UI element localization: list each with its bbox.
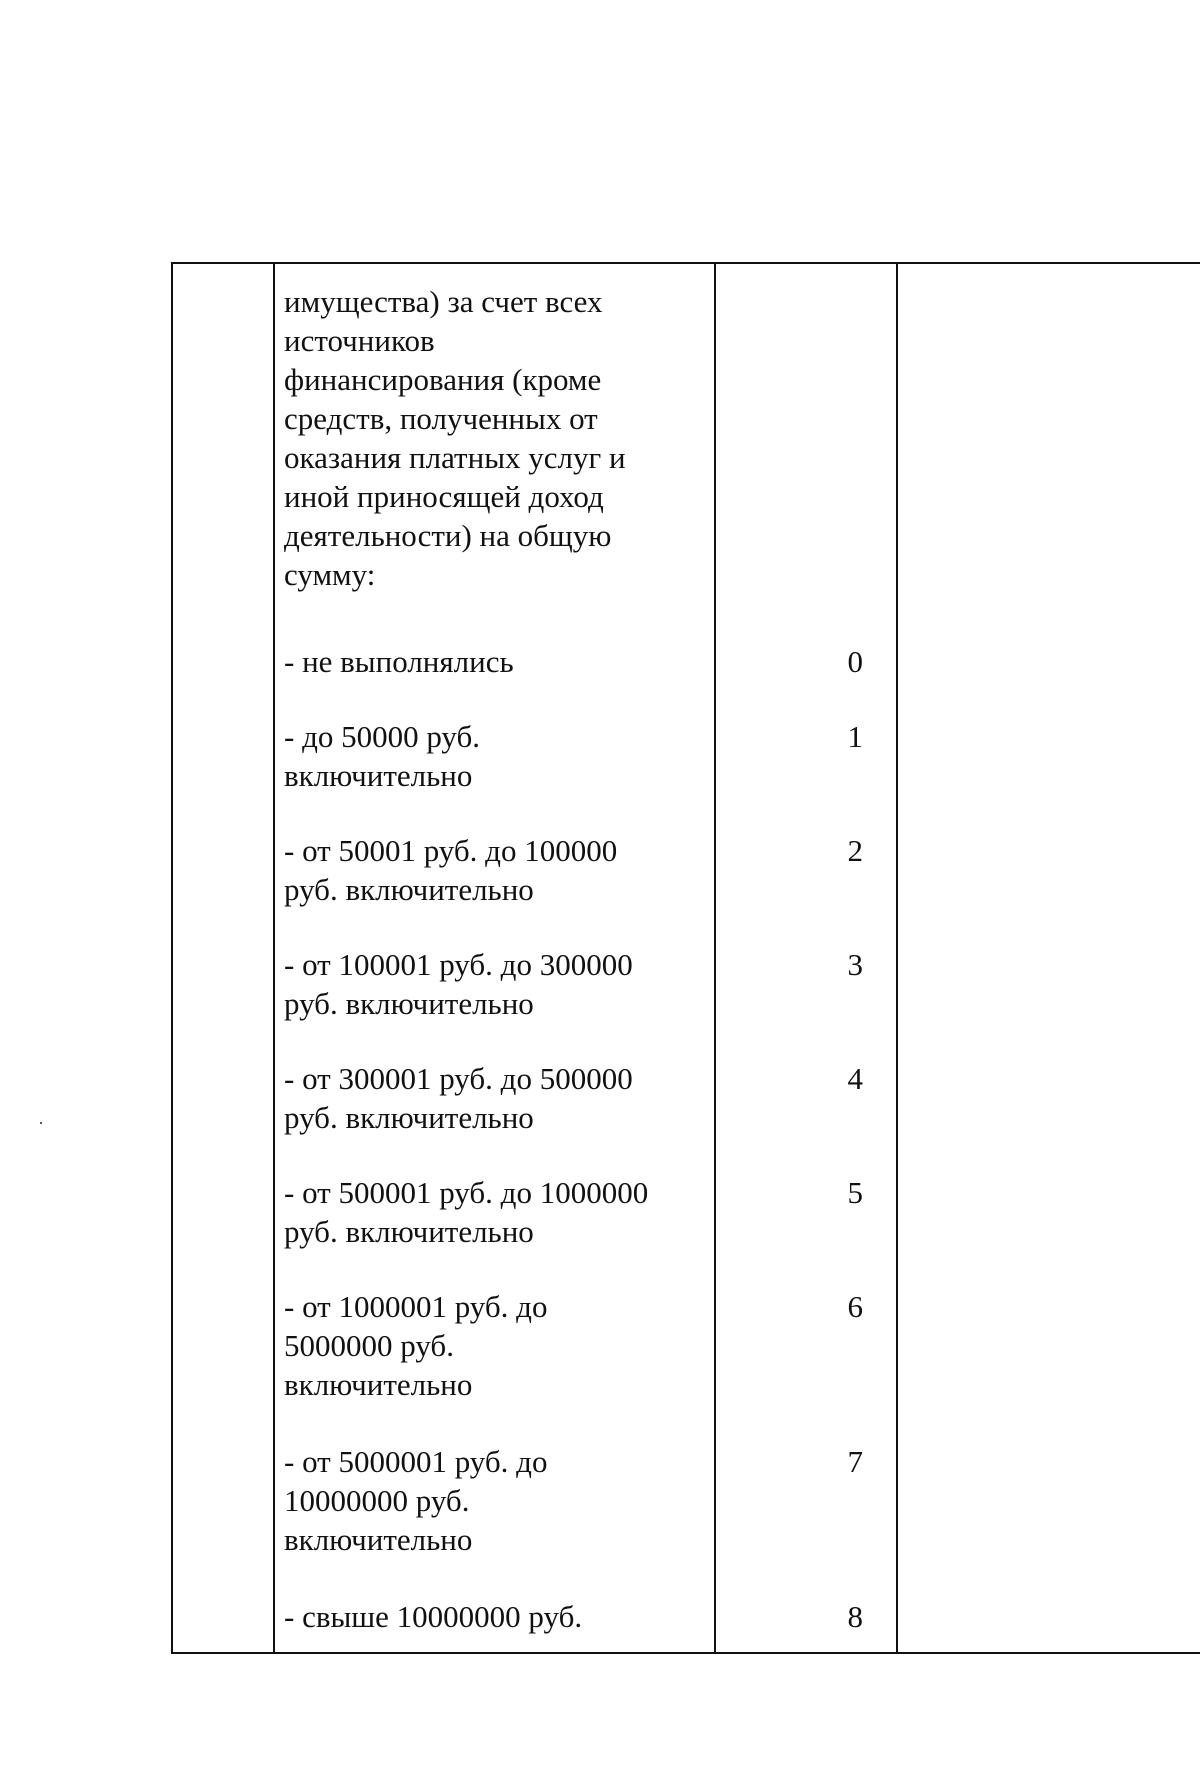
table-row-label: - не выполнялись	[284, 644, 514, 679]
table-row-label: - от 5000001 руб. до 10000000 руб. включительно	[284, 1444, 548, 1557]
table-bottom-border	[171, 1652, 1200, 1654]
table-row-label: - свыше 10000000 руб.	[284, 1599, 583, 1634]
scan-speck	[40, 1122, 42, 1124]
table-row-label: - от 50001 руб. до 100000 руб. включительно	[284, 833, 618, 907]
criteria-intro-text: имущества) за счет всех источников финансирования (кроме средств, полученных от оказания платных услуг и иной приносящей доход деятельности) на общую сумму:	[284, 284, 626, 592]
table-row-label: - от 1000001 руб. до 5000000 руб. включительно	[284, 1289, 548, 1402]
table-row-score: 0	[847, 644, 863, 679]
table-row-score: 2	[847, 833, 863, 868]
table-row-score: 1	[847, 719, 863, 754]
table-row-score: 4	[847, 1061, 863, 1096]
table-top-border	[171, 262, 1200, 264]
column-divider-3	[896, 262, 898, 1654]
table-row-label: - от 300001 руб. до 500000 руб. включительно	[284, 1061, 633, 1135]
table-row-score: 5	[847, 1175, 863, 1210]
column-divider-1	[273, 262, 275, 1654]
table-row-score: 8	[847, 1599, 863, 1634]
table-row-label: - до 50000 руб. включительно	[284, 719, 481, 793]
table-row-label: - от 500001 руб. до 1000000 руб. включительно	[284, 1175, 649, 1249]
table-row-score: 3	[847, 947, 863, 982]
table-row-score: 6	[847, 1289, 863, 1324]
criteria-table	[171, 262, 1200, 1654]
table-left-border	[171, 262, 173, 1654]
table-row-score: 7	[847, 1444, 863, 1479]
table-row-label: - от 100001 руб. до 300000 руб. включительно	[284, 947, 633, 1021]
